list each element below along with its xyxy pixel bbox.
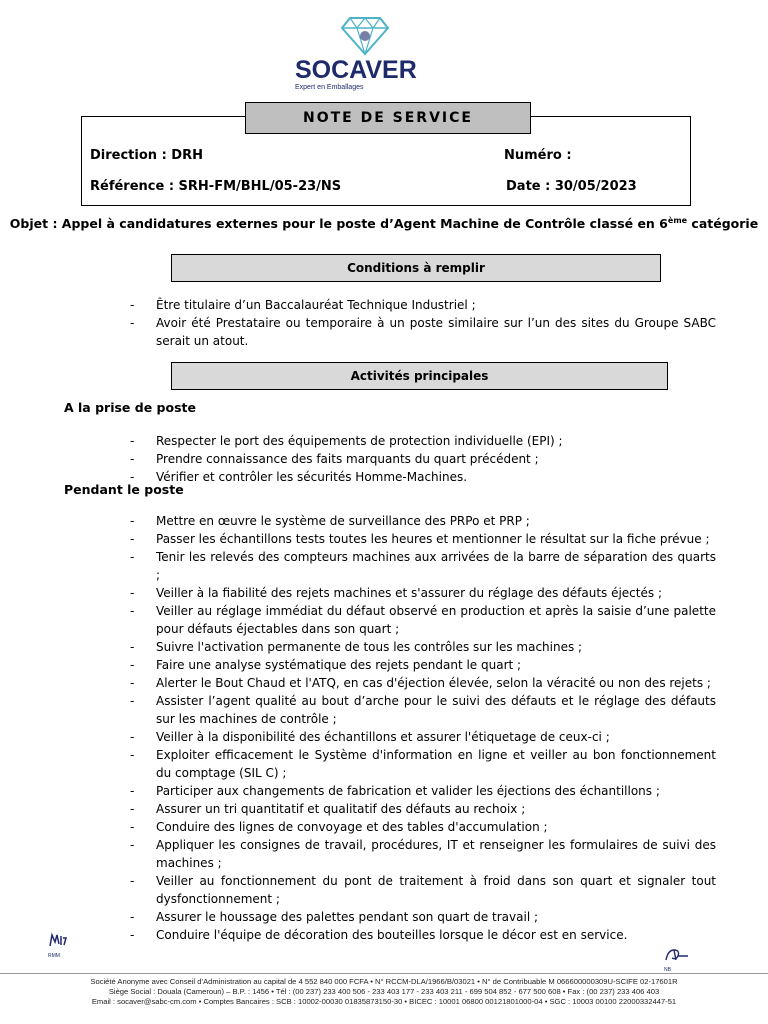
list-item: - Veiller au réglage immédiat du défaut observé en production et après la saisie d’une palette pour défauts éjectables dans son quart ; xyxy=(130,602,716,638)
document-title: NOTE DE SERVICE xyxy=(245,102,531,134)
pendant-le-poste-list xyxy=(130,512,716,944)
list-item: - Passer les échantillons tests toutes les heures et mentionner le résultat sur la fiche prévue ; xyxy=(130,530,716,548)
list-item: - Assurer le houssage des palettes pendant son quart de travail ; xyxy=(130,908,716,926)
diamond-icon xyxy=(340,14,390,56)
list-item: - Veiller au fonctionnement du pont de traitement à froid dans son quart et signaler tout dysfonctionnement ; xyxy=(130,872,716,908)
company-logo xyxy=(290,12,430,91)
list-item: - Être titulaire d’un Baccalauréat Technique Industriel ; xyxy=(130,296,716,314)
direction-field: Direction : DRH xyxy=(90,148,203,163)
list-item: - Alerter le Bout Chaud et l'ATQ, en cas d'éjection élevée, selon la véracité ou non des rejets ; xyxy=(130,674,716,692)
initials-right xyxy=(660,946,690,973)
list-item: - Suivre l'activation permanente de tous les contrôles sur les machines ; xyxy=(130,638,716,656)
date-field: Date : 30/05/2023 xyxy=(506,179,637,194)
list-item: - Participer aux changements de fabrication et valider les éjections des échantillons ; xyxy=(130,782,716,800)
list-item: - Conduire des lignes de convoyage et des tables d'accumulation ; xyxy=(130,818,716,836)
list-item: - Mettre en œuvre le système de surveillance des PRPo et PRP ; xyxy=(130,512,716,530)
footer-line-2: Siège Social : Douala (Cameroun) – B.P. : 1456 • Tél : (00 237) 233 400 506 - 233 403 177 - 233 403 211 - 699 504 852 - 677 500 608 • Fax : (00 237) 233 406 403 xyxy=(108,987,660,996)
objet-text: Objet : Appel à candidatures externes pour le poste d’Agent Machine de Contrôle classé en 6 xyxy=(9,216,668,232)
initials-left-text: RMM xyxy=(48,953,60,959)
list-item: - Veiller à la disponibilité des échantillons et assurer l'étiquetage de ceux-ci ; xyxy=(130,728,716,746)
activites-heading: Activités principales xyxy=(171,362,668,390)
signature-icon xyxy=(48,932,68,948)
initials-left xyxy=(48,932,68,958)
pendant-le-poste-heading: Pendant le poste xyxy=(64,482,184,497)
list-item: - Appliquer les consignes de travail, procédures, IT et renseigner les formulaires de suivi des machines ; xyxy=(130,836,716,872)
list-item: - Conduire l'équipe de décoration des bouteilles lorsque le décor est en service. xyxy=(130,926,716,944)
list-item: - Assurer un tri quantitatif et qualitatif des défauts au rechoix ; xyxy=(130,800,716,818)
list-item: - Assister l’agent qualité au bout d’arche pour le suivi des défauts et le réglage des défauts sur les machines de contrôle ; xyxy=(130,692,716,728)
footer-line-1: Société Anonyme avec Conseil d’Administration au capital de 4 552 840 000 FCFA • N° RCCM-DLA/1966/B/03021 • N° de Contribuable M 066600000309U-SCIFE 02-17601R xyxy=(90,977,678,986)
prise-de-poste-list xyxy=(130,432,716,486)
list-item: - Tenir les relevés des compteurs machines aux arrivées de la barre de séparation des quarts ; xyxy=(130,548,716,584)
logo-tagline: Expert en Emballages xyxy=(295,84,364,91)
logo-wordmark: SOCAVER xyxy=(295,56,417,84)
list-item: - Respecter le port des équipements de protection individuelle (EPI) ; xyxy=(130,432,716,450)
prise-de-poste-heading: A la prise de poste xyxy=(64,400,196,415)
numero-field: Numéro : xyxy=(504,148,572,163)
objet-line xyxy=(0,216,768,231)
list-item: - Prendre connaissance des faits marquants du quart précédent ; xyxy=(130,450,716,468)
objet-end: catégorie xyxy=(687,216,759,232)
list-item: - Faire une analyse systématique des rejets pendant le quart ; xyxy=(130,656,716,674)
list-item: - Vérifier et contrôler les sécurités Homme-Machines. xyxy=(130,468,716,486)
initials-right-text: NB xyxy=(664,967,671,973)
footer-divider xyxy=(0,973,768,974)
list-item: - Veiller à la fiabilité des rejets machines et s'assurer du réglage des défauts éjectés ; xyxy=(130,584,716,602)
list-item: - Avoir été Prestataire ou temporaire à un poste similaire sur l’un des sites du Groupe SABC serait un atout. xyxy=(130,314,716,350)
list-item: - Exploiter efficacement le Système d'information en ligne et veiller au bon fonctionnement du comptage (SIL C) ; xyxy=(130,746,716,782)
reference-field: Référence : SRH-FM/BHL/05-23/NS xyxy=(90,179,342,194)
signature-icon xyxy=(660,946,690,962)
conditions-heading: Conditions à remplir xyxy=(171,254,661,282)
conditions-list xyxy=(130,296,716,350)
objet-superscript: ème xyxy=(667,216,688,225)
footer-line-3: Email : socaver@sabc-cm.com • Comptes Bancaires : SCB : 10002-00030 01835873150-30 • BICEC : 10001 06800 00121801000-04 • SGC : 10003 00100 22000332447-51 xyxy=(91,997,677,1006)
